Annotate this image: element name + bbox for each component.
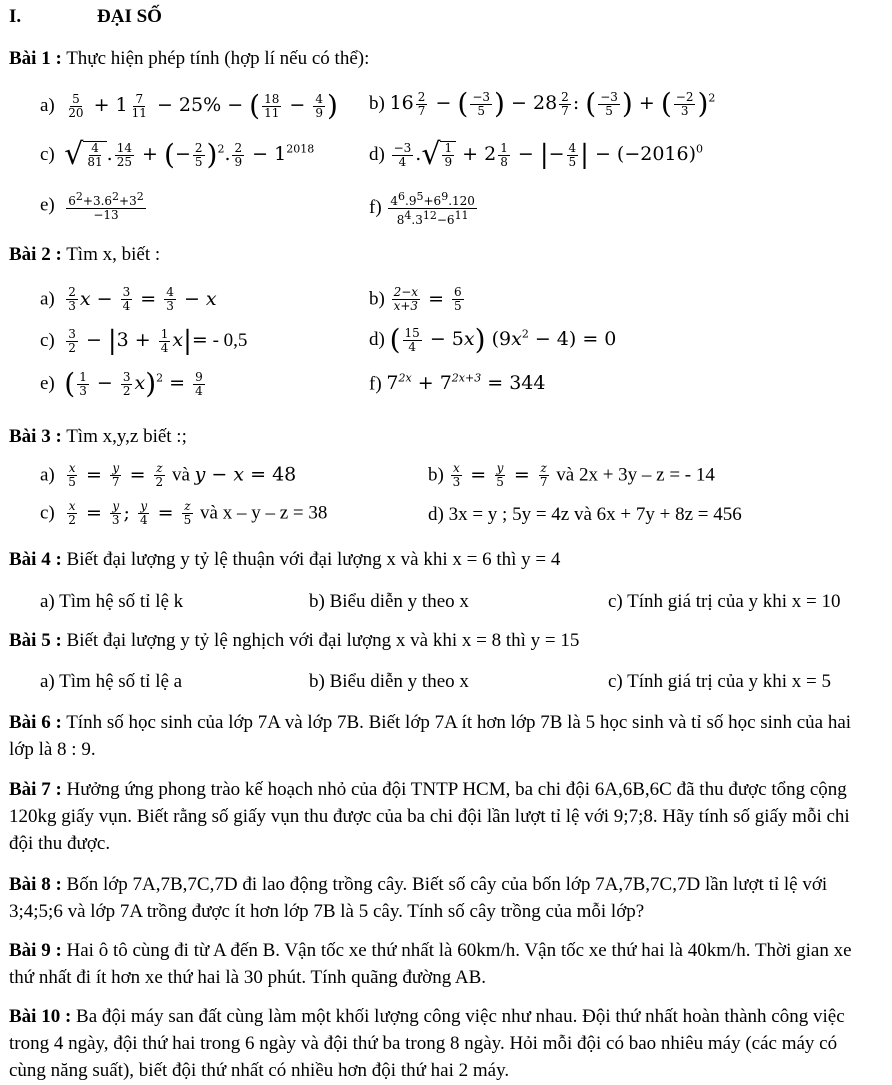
bai2-b-label: b) <box>369 288 385 310</box>
bai1-f-expr: $\frac{4^6.9^5+6^9.120}{8^4.3^{12}-6^{11}}$ <box>390 190 475 227</box>
bai3-c-tail: x – y – z = 38 <box>222 502 328 524</box>
bai3-heading <box>9 426 187 448</box>
bai3-c-va: và <box>200 502 218 524</box>
bai2-a-label: a) <box>40 288 55 310</box>
bai2-f <box>369 372 545 395</box>
bai3-a <box>40 462 296 489</box>
bai1-a-label: a) <box>40 95 55 116</box>
bai3-title: Bài 3 : <box>9 426 62 447</box>
bai2-f-label: f) <box>369 373 382 395</box>
bai5-c: c) Tính giá trị của y khi x = 5 <box>608 671 832 692</box>
bai3-d-label: d) <box>428 504 444 525</box>
bai2-d-label: d) <box>369 329 385 350</box>
bai8-title: Bài 8 : <box>9 874 62 895</box>
bai3-d <box>428 504 742 526</box>
bai1-c-label: c) <box>40 144 55 165</box>
bai1-a-expr: $\frac{5}{20}$ + 1 $\frac{7}{11}$ − 25% − ( $\frac{18}{11}$ − $\frac{4}{9}$ ) <box>68 89 338 122</box>
bai9 <box>9 937 877 991</box>
bai4-title: Bài 4 : <box>9 549 62 570</box>
bai9-title: Bài 9 : <box>9 940 62 961</box>
bai2-d-expr: ( $\frac{15}{4}$ − 5x) $(9x^2 - 4) = 0$ <box>389 323 617 356</box>
bai1-c <box>40 137 315 172</box>
bai4-c: c) Tính giá trị của y khi x = 10 <box>608 591 841 612</box>
bai3-c-label: c) <box>40 502 55 524</box>
bai2-c <box>40 326 247 356</box>
bai1-d-label: d) <box>369 144 385 165</box>
bai2-a-expr: $\frac{2}{3}$ x − $\frac{3}{4}$ = $\frac{4}{3}$ − x <box>68 285 217 313</box>
bai1-f-label: f) <box>369 196 382 218</box>
bai3-text: Tìm x,y,z biết :; <box>66 426 187 447</box>
bai1-d <box>369 137 704 172</box>
bai3-c-expr: $\frac{x}{2}$ = $\frac{y}{3}$ ; $\frac{y}{4}$ = $\frac{z}{5}$ <box>68 499 192 527</box>
bai1-b <box>369 87 716 120</box>
bai5-a: a) Tìm hệ số tỉ lệ a <box>40 671 183 692</box>
bai3-c <box>40 500 327 527</box>
bai3-a-label: a) <box>40 464 55 486</box>
bai3-b-expr: $\frac{x}{3}$ = $\frac{y}{5}$ = $\frac{z}{7}$ <box>452 461 548 489</box>
bai2-e-expr: ( $\frac{1}{3}$ − $\frac{3}{2}$ x)$^2$ = $\frac{9}{4}$ <box>64 367 203 400</box>
bai3-a-cond: y − x = 48 <box>194 463 297 486</box>
bai4-heading <box>9 549 560 571</box>
bai2-b <box>369 286 466 313</box>
bai3-a-va: và <box>171 464 190 486</box>
bai1-a <box>40 89 338 122</box>
bai2-f-expr: $7^{2x} + 7^{2x+3} = 344$ <box>386 372 546 395</box>
bai3-d-text: 3x = y ; 5y = 4z và 6x + 7y + 8z = 456 <box>448 504 742 525</box>
bai7-title: Bài 7 : <box>9 779 62 800</box>
bai6-title: Bài 6 : <box>9 712 62 733</box>
bai10 <box>9 1003 877 1084</box>
bai9-text: Hai ô tô cùng đi từ A đến B. Vận tốc xe thứ nhất là 60km/h. Vận tốc xe thứ hai là 40km/h. Thời gian xe thứ nhất đi ít hơn xe thứ hai là 30 phút. Tính quãng đường AB. <box>9 940 852 988</box>
bai2-c-tail: - 0,5 <box>212 330 248 351</box>
bai1-e-expr: $\frac{6^2+3.6^2+3^2}{-13}$ <box>68 190 144 222</box>
bai5-b: b) Biểu diễn y theo x <box>309 671 469 692</box>
bai2-b-expr: $\frac{2-x}{x+3}$ = $\frac{6}{5}$ <box>393 285 462 313</box>
bai1-f <box>369 190 479 227</box>
bai5-heading <box>9 630 579 652</box>
bai4-text: Biết đại lượng y tỷ lệ thuận với đại lượng x và khi x = 6 thì y = 4 <box>66 549 561 570</box>
bai7-text: Hưởng ứng phong trào kế hoạch nhỏ của đội TNTP HCM, ba chi đội 6A,6B,6C đã thu được tổng cộng 120kg giấy vụn. Biết rằng số giấy vụn thu được của ba chi đội lần lượt tỉ lệ với 9;7;8. Hãy tính số giấy mỗi chi đội thu được. <box>9 779 850 854</box>
bai2-text: Tìm x, biết : <box>66 244 161 265</box>
bai2-e <box>40 367 207 400</box>
bai2-d <box>369 323 617 356</box>
bai1-heading <box>9 48 369 70</box>
bai8-text: Bốn lớp 7A,7B,7C,7D đi lao động trồng cây. Biết số cây của bốn lớp 7A,7B,7C,7D lần lượt tỉ lệ với 3;4;5;6 và lớp 7A trồng được ít hơn lớp 7B là 5 cây. Tính số cây trồng của mỗi lớp? <box>9 874 828 922</box>
bai1-b-label: b) <box>369 93 385 114</box>
bai3-b-label: b) <box>428 464 444 486</box>
bai2-e-label: e) <box>40 373 55 394</box>
bai6 <box>9 709 877 763</box>
bai1-title: Bài 1 : <box>9 48 62 69</box>
bai4-a: a) Tìm hệ số tỉ lệ k <box>40 591 184 612</box>
bai2-title: Bài 2 : <box>9 244 62 265</box>
section-heading <box>9 6 162 28</box>
bai1-c-expr: √ $\frac{4}{81}$ . $\frac{14}{25}$ + (− $\frac{2}{5}$ )$^2$. $\frac{2}{9}$ − $1^{2018}$ <box>64 137 315 172</box>
bai10-text: Ba đội máy san đất cùng làm một khối lượng công việc như nhau. Đội thứ nhất hoàn thành công việc trong 4 ngày, đội thứ hai trong 6 ngày và đội thứ ba trong 8 ngày. Hỏi mỗi đội có bao nhiêu máy (các máy có cùng năng suất), biết đội thứ nhất có nhiều hơn đội thứ hai 2 máy. <box>9 1006 845 1081</box>
bai2-c-label: c) <box>40 330 55 351</box>
bai3-b <box>428 462 715 489</box>
bai3-b-tail: 2x + 3y – z = - 14 <box>578 464 715 486</box>
section-number: I. <box>9 6 22 27</box>
bai1-b-expr: 16 $\frac{2}{7}$ − ( $\frac{-3}{5}$ ) − 28 $\frac{2}{7}$ : ( $\frac{-3}{5}$ ) + ( $\frac{-2}{3}$ )$^2$ <box>389 87 716 120</box>
bai10-title: Bài 10 : <box>9 1006 72 1027</box>
bai3-a-expr: $\frac{x}{5}$ = $\frac{y}{7}$ = $\frac{z}{2}$ <box>68 461 164 489</box>
section-title: ĐẠI SỐ <box>97 6 162 27</box>
bai2-c-expr: $\frac{3}{2}$ − |3 + $\frac{1}{4}$ x|= <box>68 326 208 356</box>
bai1-text: Thực hiện phép tính (hợp lí nếu có thể): <box>66 48 370 69</box>
bai1-d-expr: $\frac{-3}{4}$ .√ $\frac{1}{9}$ + 2 $\frac{1}{8}$ − |− $\frac{4}{5}$ | − $(-2016)^0$ <box>393 137 704 172</box>
bai7 <box>9 776 877 857</box>
bai2-a <box>40 286 217 313</box>
bai4-b: b) Biểu diễn y theo x <box>309 591 469 612</box>
bai5-text: Biết đại lượng y tỷ lệ nghịch với đại lượng x và khi x = 8 thì y = 15 <box>66 630 580 651</box>
bai3-b-va: và <box>556 464 575 486</box>
bai8 <box>9 871 877 925</box>
bai1-e <box>40 190 148 222</box>
bai6-text: Tính số học sinh của lớp 7A và lớp 7B. Biết lớp 7A ít hơn lớp 7B là 5 học sinh và tỉ số học sinh của hai lớp là 8 : 9. <box>9 712 852 760</box>
bai5-title: Bài 5 : <box>9 630 62 651</box>
bai1-e-label: e) <box>40 194 55 216</box>
bai2-heading <box>9 244 160 266</box>
